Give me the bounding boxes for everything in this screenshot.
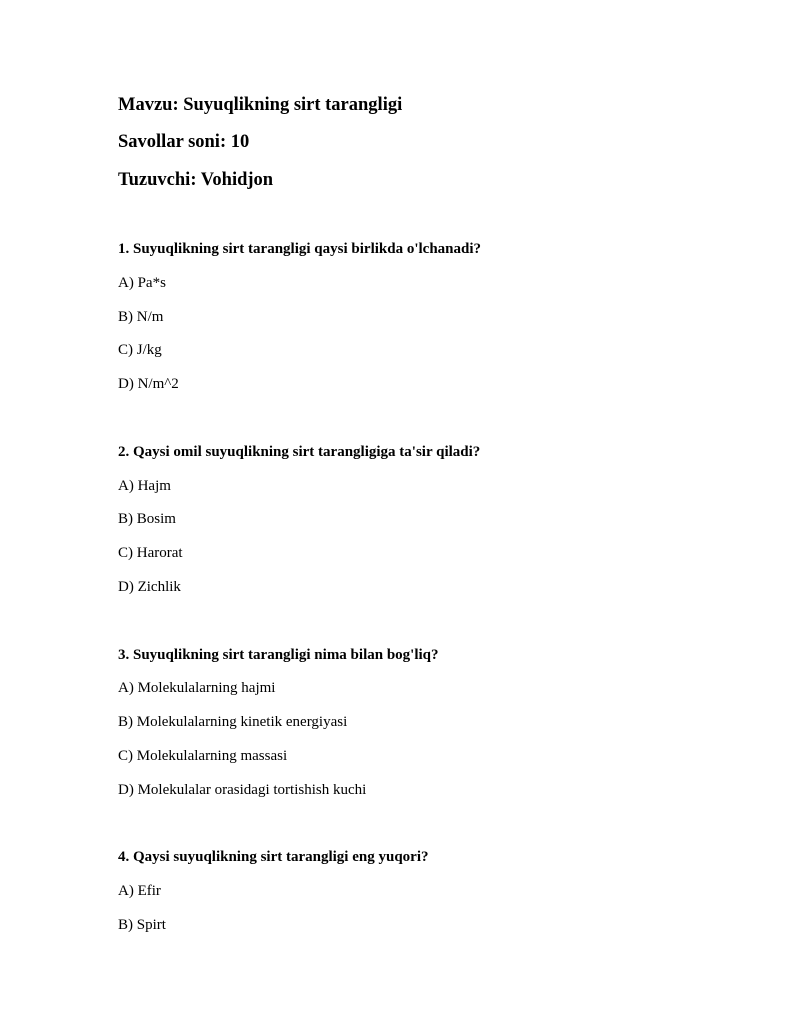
question-3-option-d: D) Molekulalar orasidagi tortishish kuchi	[118, 782, 367, 798]
question-4: 4. Qaysi suyuqlikning sirt tarangligi eng yuqori?	[118, 849, 429, 865]
question-3-option-a: A) Molekulalarning hajmi	[118, 680, 276, 696]
question-2-option-c: C) Harorat	[118, 545, 183, 561]
question-4-option-b: B) Spirt	[118, 917, 166, 933]
question-3: 3. Suyuqlikning sirt tarangligi nima bilan bog'liq?	[118, 647, 439, 663]
question-2-option-b: B) Bosim	[118, 511, 176, 527]
question-2: 2. Qaysi omil suyuqlikning sirt tarangligiga ta'sir qiladi?	[118, 444, 481, 460]
question-3-option-b: B) Molekulalarning kinetik energiyasi	[118, 714, 348, 730]
question-1: 1. Suyuqlikning sirt tarangligi qaysi birlikda o'lchanadi?	[118, 241, 482, 257]
question-2-option-d: D) Zichlik	[118, 579, 181, 595]
author-heading: Tuzuvchi: Vohidjon	[118, 170, 274, 190]
question-count-heading: Savollar soni: 10	[118, 132, 250, 152]
question-1-option-c: C) J/kg	[118, 342, 162, 358]
question-1-option-b: B) N/m	[118, 309, 164, 325]
question-4-option-a: A) Efir	[118, 883, 161, 899]
question-1-option-d: D) N/m^2	[118, 376, 179, 392]
question-1-option-a: A) Pa*s	[118, 275, 166, 291]
question-3-option-c: C) Molekulalarning massasi	[118, 748, 288, 764]
question-2-option-a: A) Hajm	[118, 478, 171, 494]
topic-heading: Mavzu: Suyuqlikning sirt tarangligi	[118, 95, 403, 115]
